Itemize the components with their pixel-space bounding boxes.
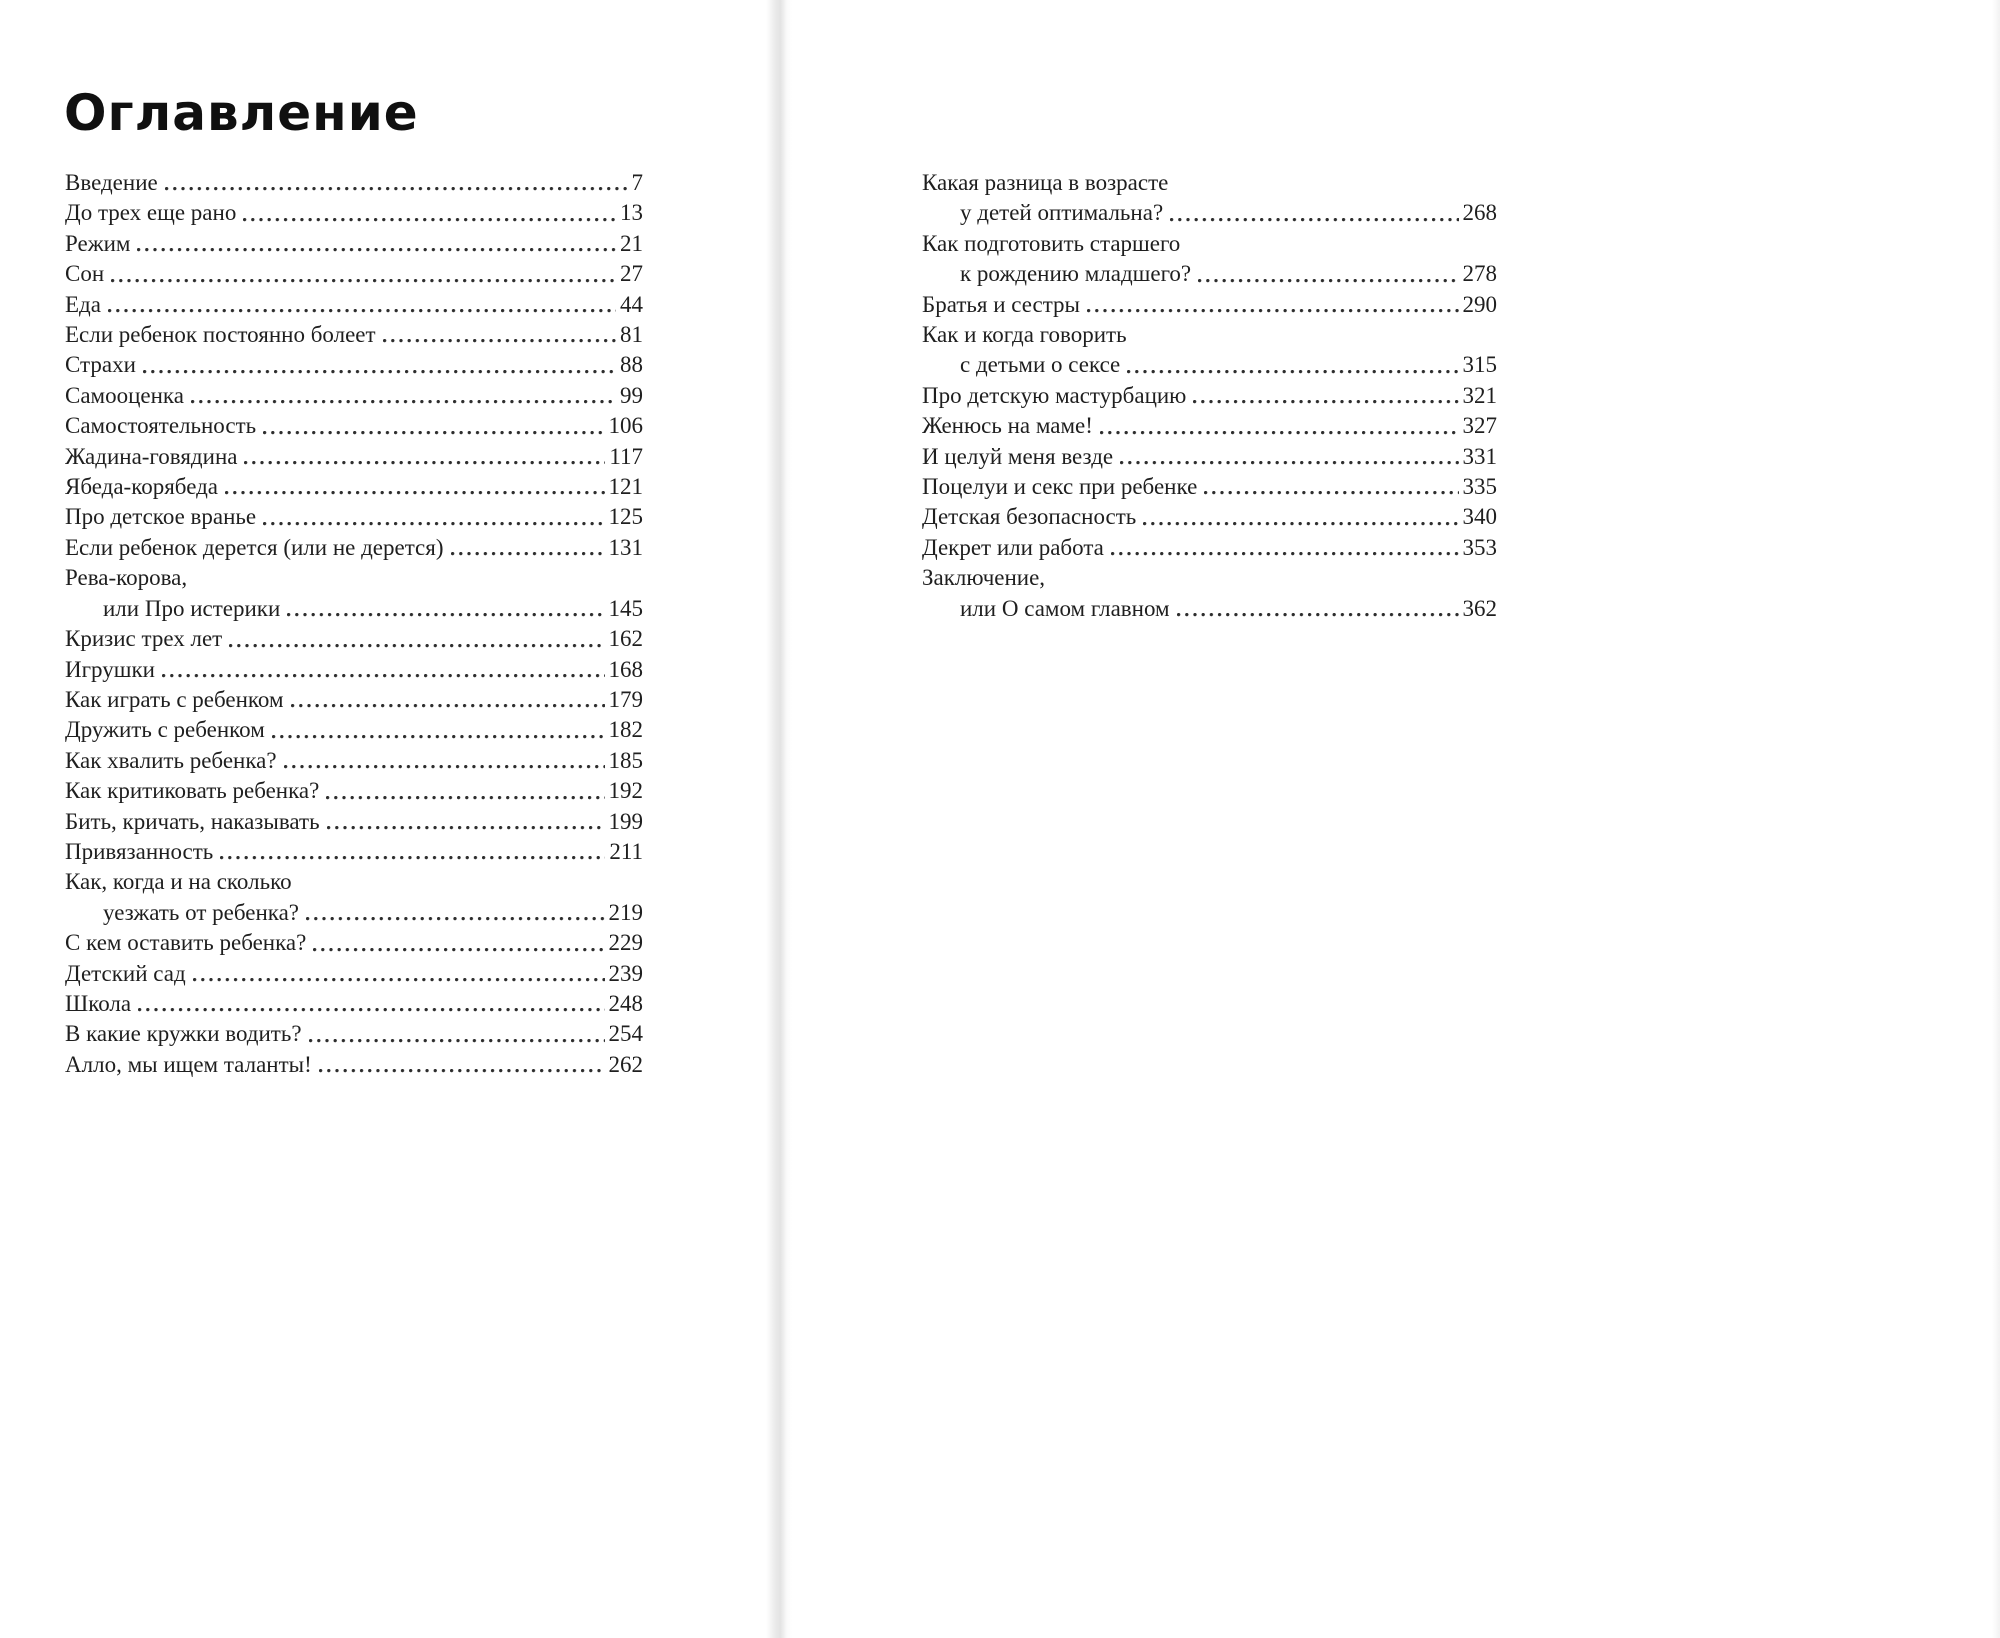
toc-entry-line [65,807,643,837]
toc-entry-page-number: 88 [620,352,643,378]
toc-entry [65,746,643,776]
toc-entry [65,229,643,259]
toc-entry [65,776,643,806]
toc-entry-line [922,502,1497,532]
toc-entry-page-number: 44 [620,291,643,317]
dotted-leader [111,279,616,283]
toc-entry-title: Игрушки [65,656,155,682]
toc-entry-title: Рева-корова, [65,565,188,591]
toc-entry-page-number: 117 [609,443,643,469]
toc-entry-line [922,533,1497,563]
toc-entry-title: Детская безопасность [922,504,1137,530]
dotted-leader [225,491,604,495]
page-edge [1992,0,2000,1638]
toc-entry [65,381,643,411]
toc-entry-title: Поцелуи и секс при ребенке [922,474,1198,500]
toc-entry-line [65,533,643,563]
toc-entry-title: Как подготовить старшего [922,230,1181,256]
toc-entry-line [65,928,643,958]
toc-entry [65,259,643,289]
toc-entry-title: Самостоятельность [65,413,257,439]
toc-entry-line [65,776,643,806]
toc-entry-line [65,867,643,897]
dotted-leader [1111,552,1459,556]
toc-entry-title: Братья и сестры [922,291,1081,317]
toc-entry [922,502,1497,532]
dotted-leader [162,674,605,678]
toc-entry [922,472,1497,502]
toc-entry-line [65,746,643,776]
toc-entry-title: Жадина-говядина [65,443,238,469]
toc-entry-line [65,1019,643,1049]
toc-entry [65,807,643,837]
dotted-leader [220,856,605,860]
toc-entry-page-number: 327 [1462,413,1497,439]
toc-entry [922,320,1497,381]
toc-entry-line [922,168,1497,198]
toc-entry-line [922,320,1497,350]
toc-entry-title: Алло, мы ищем таланты! [65,1051,312,1077]
toc-entry [65,442,643,472]
toc-entry-line [65,442,643,472]
toc-entry-title: Если ребенок дерется (или не дерется) [65,534,444,560]
dotted-leader [1193,400,1458,404]
toc-entry-line [65,594,643,624]
dotted-leader [243,218,616,222]
toc-entry [65,411,643,441]
toc-entry-line [65,959,643,989]
toc-entry-line [922,229,1497,259]
toc-entry-line [922,198,1497,228]
toc-entry [922,563,1497,624]
toc-entry [65,624,643,654]
toc-title: Оглавление [64,84,419,142]
toc-entry-line [65,1050,643,1080]
dotted-leader [284,765,605,769]
toc-entry-line [922,442,1497,472]
toc-entry-page-number: 290 [1462,291,1497,317]
toc-entry [922,411,1497,441]
toc-entry [65,837,643,867]
toc-entry-page-number: 168 [608,656,643,682]
dotted-leader [306,917,604,921]
toc-entry [922,168,1497,229]
toc-entry [65,989,643,1019]
toc-entry [65,928,643,958]
toc-entry [922,381,1497,411]
toc-entry-page-number: 331 [1462,443,1497,469]
toc-entry [65,1019,643,1049]
toc-entry [65,655,643,685]
toc-entry-title: Женюсь на маме! [922,413,1093,439]
toc-entry-title: Школа [65,990,132,1016]
toc-entry-page-number: 21 [620,230,643,256]
toc-entry-line [65,381,643,411]
toc-entry-line [65,624,643,654]
toc-entry-line [922,411,1497,441]
dotted-leader [1120,461,1458,465]
dotted-leader [326,796,604,800]
dotted-leader [138,1008,604,1012]
toc-entry [65,168,643,198]
toc-entry-page-number: 162 [608,626,643,652]
toc-entry-title: Дружить с ребенком [65,717,265,743]
toc-entry [65,350,643,380]
toc-entry-line [65,563,643,593]
toc-entry-page-number: 229 [608,930,643,956]
toc-entry-page-number: 99 [620,382,643,408]
dotted-leader [165,187,628,191]
toc-entry-title: Если ребенок постоянно болеет [65,322,376,348]
toc-entry-page-number: 268 [1462,200,1497,226]
toc-entry-page-number: 106 [608,413,643,439]
toc-entry [65,472,643,502]
dotted-leader [229,644,604,648]
toc-entry-line [65,290,643,320]
toc-entry-page-number: 219 [608,899,643,925]
dotted-leader [1127,370,1458,374]
toc-entry-page-number: 192 [608,778,643,804]
toc-list-left [65,168,643,1080]
toc-entry-title: или Про истерики [103,595,281,621]
toc-entry-page-number: 335 [1462,474,1497,500]
toc-entry-line [65,989,643,1019]
dotted-leader [291,704,605,708]
dotted-leader [263,431,604,435]
toc-entry-title: Как и когда говорить [922,322,1127,348]
toc-entry-title: С кем оставить ребенка? [65,930,307,956]
toc-entry-line [922,381,1497,411]
dotted-leader [191,400,616,404]
dotted-leader [143,370,616,374]
toc-entry [65,320,643,350]
toc-entry-line [65,259,643,289]
dotted-leader [108,309,616,313]
dotted-leader [451,552,605,556]
page-gutter [766,0,792,1638]
toc-entry-title: Ябеда-корябеда [65,474,219,500]
toc-entry [65,563,643,624]
toc-entry-line [65,168,643,198]
toc-entry [65,502,643,532]
toc-entry-line [65,198,643,228]
dotted-leader [1170,218,1458,222]
dotted-leader [319,1069,605,1073]
toc-entry-page-number: 262 [608,1051,643,1077]
dotted-leader [272,735,605,739]
toc-entry-page-number: 315 [1462,352,1497,378]
toc-entry-title: Заключение, [922,565,1046,591]
toc-entry-title: Декрет или работа [922,534,1104,560]
toc-entry-title: До трех еще рано [65,200,237,226]
toc-entry-line [65,411,643,441]
toc-entry-title: Бить, кричать, наказывать [65,808,320,834]
toc-entry [65,715,643,745]
toc-entry-page-number: 254 [608,1021,643,1047]
toc-entry-page-number: 27 [620,261,643,287]
toc-entry-title: Самооценка [65,382,184,408]
toc-entry-title: Как критиковать ребенка? [65,778,320,804]
toc-entry-title: Привязанность [65,838,214,864]
toc-entry-line [65,837,643,867]
toc-entry [922,290,1497,320]
toc-entry-line [922,594,1497,624]
toc-entry-title: Какая разница в возрасте [922,170,1169,195]
toc-entry-page-number: 248 [608,990,643,1016]
toc-entry-title: у детей оптимальна? [960,200,1164,226]
toc-list-right [922,168,1497,624]
toc-entry-title: Кризис трех лет [65,626,223,652]
toc-entry-page-number: 121 [608,474,643,500]
toc-entry-line [922,472,1497,502]
toc-entry-title: Режим [65,230,131,256]
toc-entry-line [922,290,1497,320]
toc-entry-line [65,320,643,350]
toc-entry-page-number: 179 [608,686,643,712]
dotted-leader [263,522,604,526]
dotted-leader [137,248,616,252]
toc-entry-title: с детьми о сексе [960,352,1121,378]
toc-entry [922,229,1497,290]
toc-entry [65,1050,643,1080]
toc-entry-title: Сон [65,261,105,287]
dotted-leader [244,461,605,465]
toc-entry-line [922,350,1497,380]
toc-entry-page-number: 125 [608,504,643,530]
toc-entry-title: В какие кружки водить? [65,1021,302,1047]
toc-entry-line [65,685,643,715]
toc-entry [65,533,643,563]
toc-entry-page-number: 7 [631,170,643,195]
toc-entry-title: Детский сад [65,960,186,986]
dotted-leader [1204,491,1458,495]
dotted-leader [309,1039,605,1043]
toc-entry-title: Как хвалить ребенка? [65,747,277,773]
toc-entry [65,867,643,928]
toc-entry-page-number: 145 [608,595,643,621]
toc-entry-title: к рождению младшего? [960,261,1192,287]
toc-entry-line [65,502,643,532]
toc-entry-page-number: 239 [608,960,643,986]
toc-entry-line [922,259,1497,289]
toc-entry-page-number: 13 [620,200,643,226]
toc-entry-page-number: 278 [1462,261,1497,287]
dotted-leader [1087,309,1458,313]
toc-entry-title: уезжать от ребенка? [103,899,300,925]
dotted-leader [287,613,604,617]
toc-entry-page-number: 199 [608,808,643,834]
toc-entry-line [65,655,643,685]
toc-entry-line [922,563,1497,593]
toc-entry-line [65,715,643,745]
toc-entry [65,290,643,320]
dotted-leader [1177,613,1459,617]
toc-entry-title: Как, когда и на сколько [65,869,292,895]
dotted-leader [1143,522,1458,526]
toc-entry [65,959,643,989]
toc-entry-line [65,229,643,259]
toc-entry-page-number: 340 [1462,504,1497,530]
toc-entry-page-number: 81 [620,322,643,348]
dotted-leader [193,978,605,982]
toc-entry-line [65,350,643,380]
toc-entry-title: Еда [65,291,101,317]
dotted-leader [383,339,616,343]
dotted-leader [1198,279,1458,283]
toc-entry-page-number: 182 [608,717,643,743]
toc-entry-title: Введение [65,170,158,195]
toc-entry-page-number: 185 [608,747,643,773]
toc-entry-page-number: 211 [609,838,643,864]
toc-entry-title: Страхи [65,352,136,378]
toc-entry-title: Как играть с ребенком [65,686,284,712]
toc-entry-title: или О самом главном [960,595,1170,621]
toc-entry-title: Про детскую мастурбацию [922,382,1187,408]
toc-entry-title: И целуй меня везде [922,443,1114,469]
toc-entry-line [65,472,643,502]
toc-entry [922,442,1497,472]
toc-entry-page-number: 131 [608,534,643,560]
toc-entry-page-number: 362 [1462,595,1497,621]
toc-entry-line [65,898,643,928]
dotted-leader [1100,431,1459,435]
dotted-leader [327,826,605,830]
dotted-leader [313,948,604,952]
toc-entry [922,533,1497,563]
toc-entry-page-number: 321 [1462,382,1497,408]
toc-entry-page-number: 353 [1462,534,1497,560]
toc-entry-title: Про детское вранье [65,504,257,530]
toc-entry [65,685,643,715]
toc-entry [65,198,643,228]
